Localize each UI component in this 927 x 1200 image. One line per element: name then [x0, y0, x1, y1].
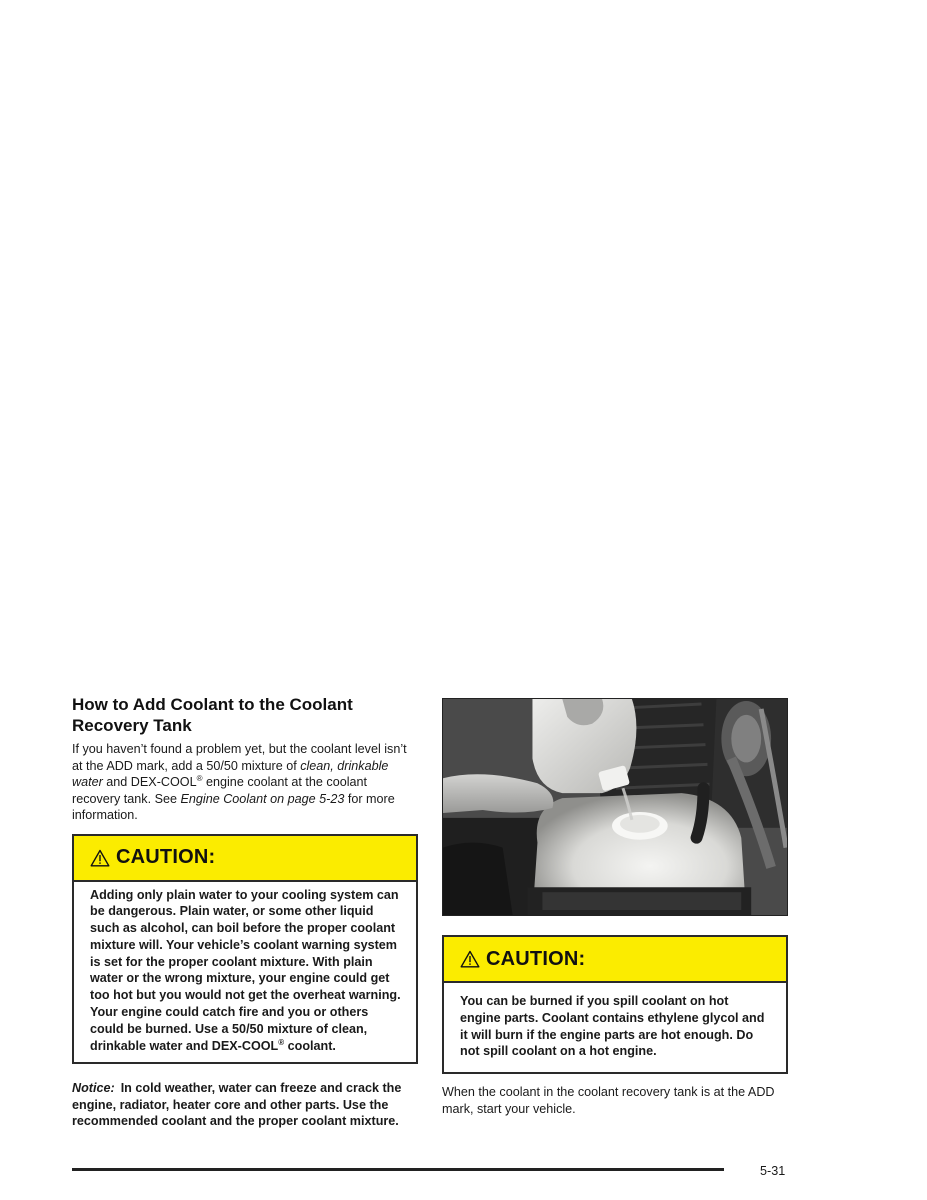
left-column — [72, 694, 418, 1130]
right-column — [442, 698, 788, 1117]
section-title — [72, 694, 418, 736]
intro-paragraph: If you haven’t found a problem yet, but the coolant level isn’t at the ADD mark, add a 50/50 mixture of clean, drinkable water and DEX-COOL® engine coolant at the coolant recovery tank. See Engine Coolant on page 5-23 for more information. — [72, 742, 407, 822]
notice-text: In cold weather, water can freeze and crack the engine, radiator, heater core and other parts. Use the recommended coolant and the proper coolant mixture. — [72, 1081, 402, 1129]
section-title-line2: Recovery Tank — [72, 716, 192, 735]
cross-reference-link: Engine Coolant on page 5-23 — [180, 791, 345, 806]
coolant-pour-photo — [442, 698, 788, 916]
caution-title: CAUTION: — [116, 846, 216, 868]
start-vehicle-paragraph: When the coolant in the coolant recovery tank is at the ADD mark, start your vehicle. — [442, 1085, 775, 1116]
emphasis-clean-water: clean, drinkable water — [72, 758, 389, 789]
caution-box-hot-engine — [442, 935, 788, 1074]
notice-paragraph — [72, 1080, 418, 1130]
caution-body: You can be burned if you spill coolant on hot engine parts. Coolant contains ethylene glycol and it will burn if the engine parts are hot enough. Do not spill coolant on a hot engine. — [460, 994, 765, 1059]
registered-mark: ® — [278, 1037, 285, 1047]
registered-mark: ® — [196, 773, 203, 783]
caution-box-plain-water — [72, 834, 418, 1065]
caution-header — [444, 937, 786, 983]
section-title-line1: How to Add Coolant to the Coolant — [72, 695, 353, 714]
caution-body: Adding only plain water to your cooling system can be dangerous. Plain water, or some other liquid such as alcohol, can boil before the proper coolant mixture will. Your vehicle’s coolant warning system is set for the proper coolant mixture. With plain water or the wrong mixture, your engine could get too hot but you would not get the overheat warning. Your engine could catch fire and you or others could be burned. Use a 50/50 mixture of clean, drinkable water and DEX-COOL® coolant. — [90, 887, 401, 1053]
notice-label: Notice: — [72, 1081, 115, 1096]
warning-triangle-icon — [460, 950, 480, 968]
page-number: 5-31 — [760, 1164, 786, 1178]
footer-rule — [72, 1168, 724, 1171]
caution-title: CAUTION: — [486, 947, 586, 970]
caution-header — [74, 836, 416, 882]
warning-triangle-icon — [90, 849, 110, 867]
